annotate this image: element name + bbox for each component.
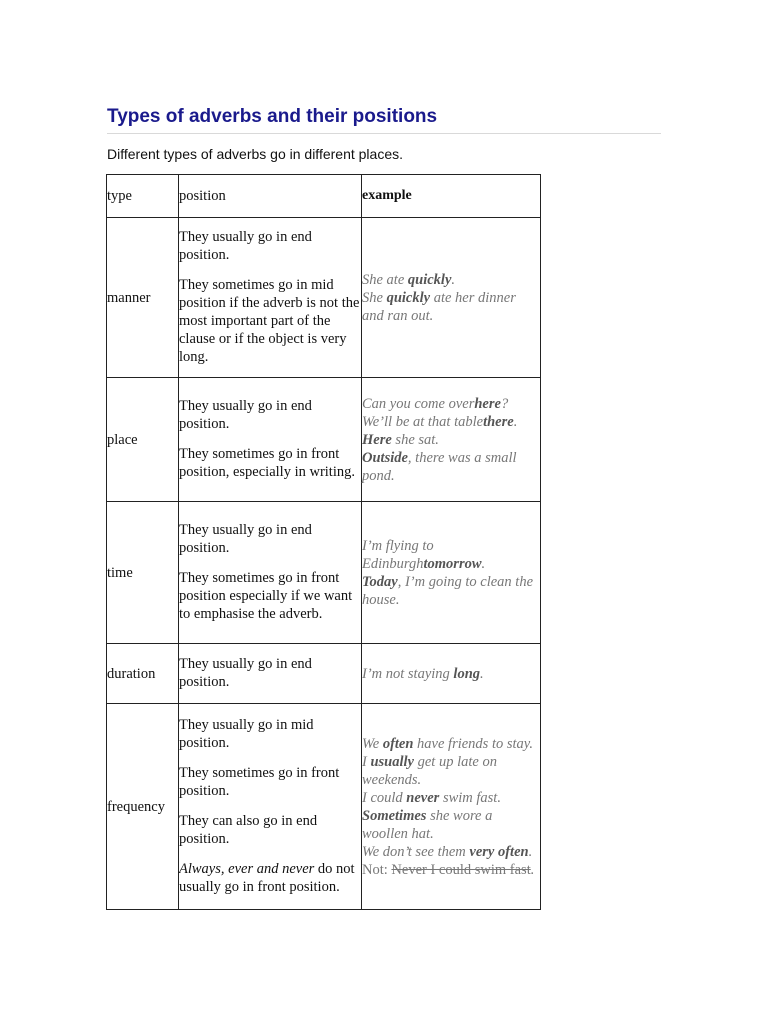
emphasized-adverb: Sometimes	[362, 807, 427, 824]
example-sentence	[362, 289, 540, 325]
example-sentence	[362, 807, 540, 843]
emphasized-adverb: Today	[362, 573, 398, 590]
position-note: They sometimes go in front position, especially in writing.	[179, 445, 355, 480]
example-sentence	[362, 271, 540, 289]
text-run: do not usually go in front position.	[179, 860, 355, 895]
text-run: , I’m going to clean the house.	[362, 573, 534, 608]
position-note: They usually go in end position.	[179, 228, 312, 263]
example-sentence	[362, 395, 540, 413]
position-cell	[179, 644, 362, 704]
text-run: I	[362, 753, 371, 770]
example-sentence	[362, 537, 540, 573]
type-cell: manner	[107, 218, 179, 378]
example-sentence	[362, 665, 540, 683]
position-cell	[179, 704, 362, 910]
example-cell	[362, 502, 541, 644]
example-sentence	[362, 735, 540, 753]
text-run: ate her dinner and ran out.	[362, 289, 516, 324]
text-run: .	[480, 665, 484, 682]
text-run: We’ll be at that table	[362, 413, 484, 430]
example-cell	[362, 378, 541, 502]
position-cell	[179, 502, 362, 644]
example-cell	[362, 704, 541, 910]
emphasized-adverb: very often	[469, 843, 529, 860]
table-row-manner	[107, 218, 541, 378]
example-sentence	[362, 843, 540, 861]
table-row-frequency	[107, 704, 541, 910]
text-run: .	[530, 861, 535, 878]
emphasized-adverb: there	[483, 413, 514, 430]
text-run: she sat.	[391, 431, 439, 448]
example-cell	[362, 218, 541, 378]
emphasized-adverb: usually	[370, 753, 414, 770]
text-run: I’m not staying	[362, 665, 454, 682]
type-cell: frequency	[107, 704, 179, 910]
example-sentence	[362, 753, 540, 789]
emphasized-adverb: quickly	[407, 271, 452, 288]
emphasized-adverb: here	[474, 395, 501, 412]
text-run: .	[513, 413, 518, 430]
example-sentence	[362, 789, 540, 807]
table-body	[107, 218, 541, 910]
text-run: She ate	[362, 271, 408, 288]
emphasized-adverb: tomorrow	[423, 555, 482, 572]
text-run: We	[362, 735, 383, 752]
emphasized-adverb: never	[406, 789, 440, 806]
position-note: They sometimes go in front position.	[179, 764, 340, 799]
text-run: have friends to stay.	[413, 735, 534, 752]
text-run: swim fast.	[439, 789, 501, 806]
text-run: .	[451, 271, 456, 288]
position-note: They can also go in end position.	[179, 812, 318, 847]
example-sentence	[362, 861, 540, 879]
text-run: I could	[362, 789, 407, 806]
table-row-place	[107, 378, 541, 502]
position-note: They usually go in end position.	[179, 655, 312, 690]
header-example: example	[362, 175, 541, 218]
text-run: She	[362, 289, 387, 306]
header-type: type	[107, 175, 179, 218]
text-run: ?	[500, 395, 509, 412]
incorrect-example: Never I could swim fast	[391, 861, 531, 878]
text-run: get up late on weekends.	[362, 753, 497, 788]
emphasized-adverb: Here	[362, 431, 392, 448]
table-header-row	[107, 175, 541, 218]
italic-text: Always, ever and never	[179, 860, 315, 877]
text-run: she wore a woollen hat.	[362, 807, 493, 842]
table-row-time	[107, 502, 541, 644]
position-note	[179, 860, 361, 896]
position-note: They sometimes go in front position especially if we want to emphasise the adverb.	[179, 569, 353, 622]
type-cell: place	[107, 378, 179, 502]
emphasized-adverb: long	[453, 665, 481, 682]
table-row-duration	[107, 644, 541, 704]
text-run: Can you come over	[362, 395, 475, 412]
text-run: .	[481, 555, 486, 572]
example-sentence	[362, 573, 540, 609]
page-title: Types of adverbs and their positions	[107, 106, 661, 134]
text-run: , there was a small pond.	[362, 449, 517, 484]
position-note: They usually go in mid position.	[179, 716, 314, 751]
intro-text: Different types of adverbs go in different places.	[107, 146, 403, 162]
emphasized-adverb: Outside	[362, 449, 408, 466]
position-cell	[179, 218, 362, 378]
position-note: They sometimes go in mid position if the adverb is not the most important part of the clause or if the object is very long.	[179, 276, 360, 365]
header-position: position	[179, 175, 362, 218]
position-note: They usually go in end position.	[179, 397, 312, 432]
position-note: They usually go in end position.	[179, 521, 312, 556]
text-run: .	[528, 843, 533, 860]
text-run: We don’t see them	[362, 843, 470, 860]
emphasized-adverb: quickly	[386, 289, 431, 306]
example-sentence	[362, 431, 540, 449]
type-cell: duration	[107, 644, 179, 704]
example-sentence	[362, 449, 540, 485]
emphasized-adverb: often	[382, 735, 414, 752]
type-cell: time	[107, 502, 179, 644]
example-cell	[362, 644, 541, 704]
not-label: Not:	[362, 861, 392, 878]
adverb-positions-table	[106, 174, 541, 910]
position-cell	[179, 378, 362, 502]
example-sentence	[362, 413, 540, 431]
text-run: I’m flying to Edinburgh	[362, 537, 434, 572]
